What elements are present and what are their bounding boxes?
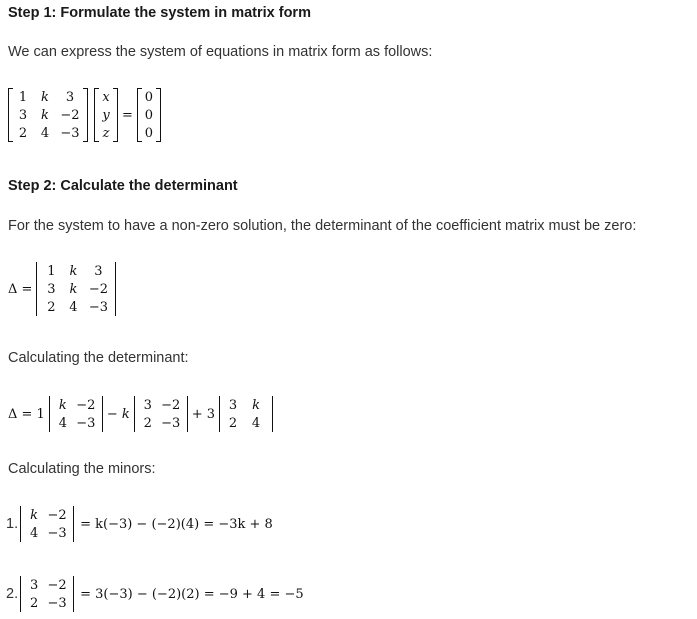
minor-item-1-label: 1. (6, 516, 19, 532)
operator-minus-k: − k (106, 406, 130, 422)
calc-text: Calculating the determinant: (8, 350, 189, 366)
determinant-definition (8, 262, 116, 316)
minor-item-2-result: = 3(−3) − (−2)(2) = −9 + 4 = −5 (80, 586, 304, 602)
minor-item-2-label: 2. (6, 586, 19, 602)
operator-plus-3: + 3 (191, 406, 216, 422)
minors-text: Calculating the minors: (8, 461, 156, 477)
cofactor-expansion (8, 396, 273, 432)
matrix-equation (8, 88, 161, 142)
minor-matrix-1: k −2 4 −3 (49, 396, 103, 432)
minor-item-1 (6, 506, 277, 542)
variable-vector: x y z (94, 88, 118, 142)
minor-item-2 (6, 576, 308, 612)
coefficient-matrix: 1 k 3 3 k −2 2 4 −3 (8, 88, 88, 142)
minor-item-1-matrix: k −2 4 −3 (20, 506, 74, 542)
expansion-lhs: Δ = 1 (8, 406, 45, 422)
step1-heading: Step 1: Formulate the system in matrix form (8, 5, 311, 21)
minor-matrix-3: 3 k 2 4 (219, 396, 273, 432)
minor-matrix-2: 3 −2 2 −3 (134, 396, 188, 432)
delta-lhs: Δ = (8, 281, 33, 297)
zero-vector: 0 0 0 (137, 88, 161, 142)
equals-sign: = (122, 107, 133, 123)
step2-text: For the system to have a non-zero solution, the determinant of the coefficient matrix must be zero: (8, 218, 637, 234)
step1-text: We can express the system of equations in matrix form as follows: (8, 44, 433, 60)
minor-item-1-result: = k(−3) − (−2)(4) = −3k + 8 (80, 516, 273, 532)
determinant-matrix: 1 k 3 3 k −2 2 4 −3 (36, 262, 116, 316)
step2-heading: Step 2: Calculate the determinant (8, 178, 238, 194)
minor-item-2-matrix: 3 −2 2 −3 (20, 576, 74, 612)
